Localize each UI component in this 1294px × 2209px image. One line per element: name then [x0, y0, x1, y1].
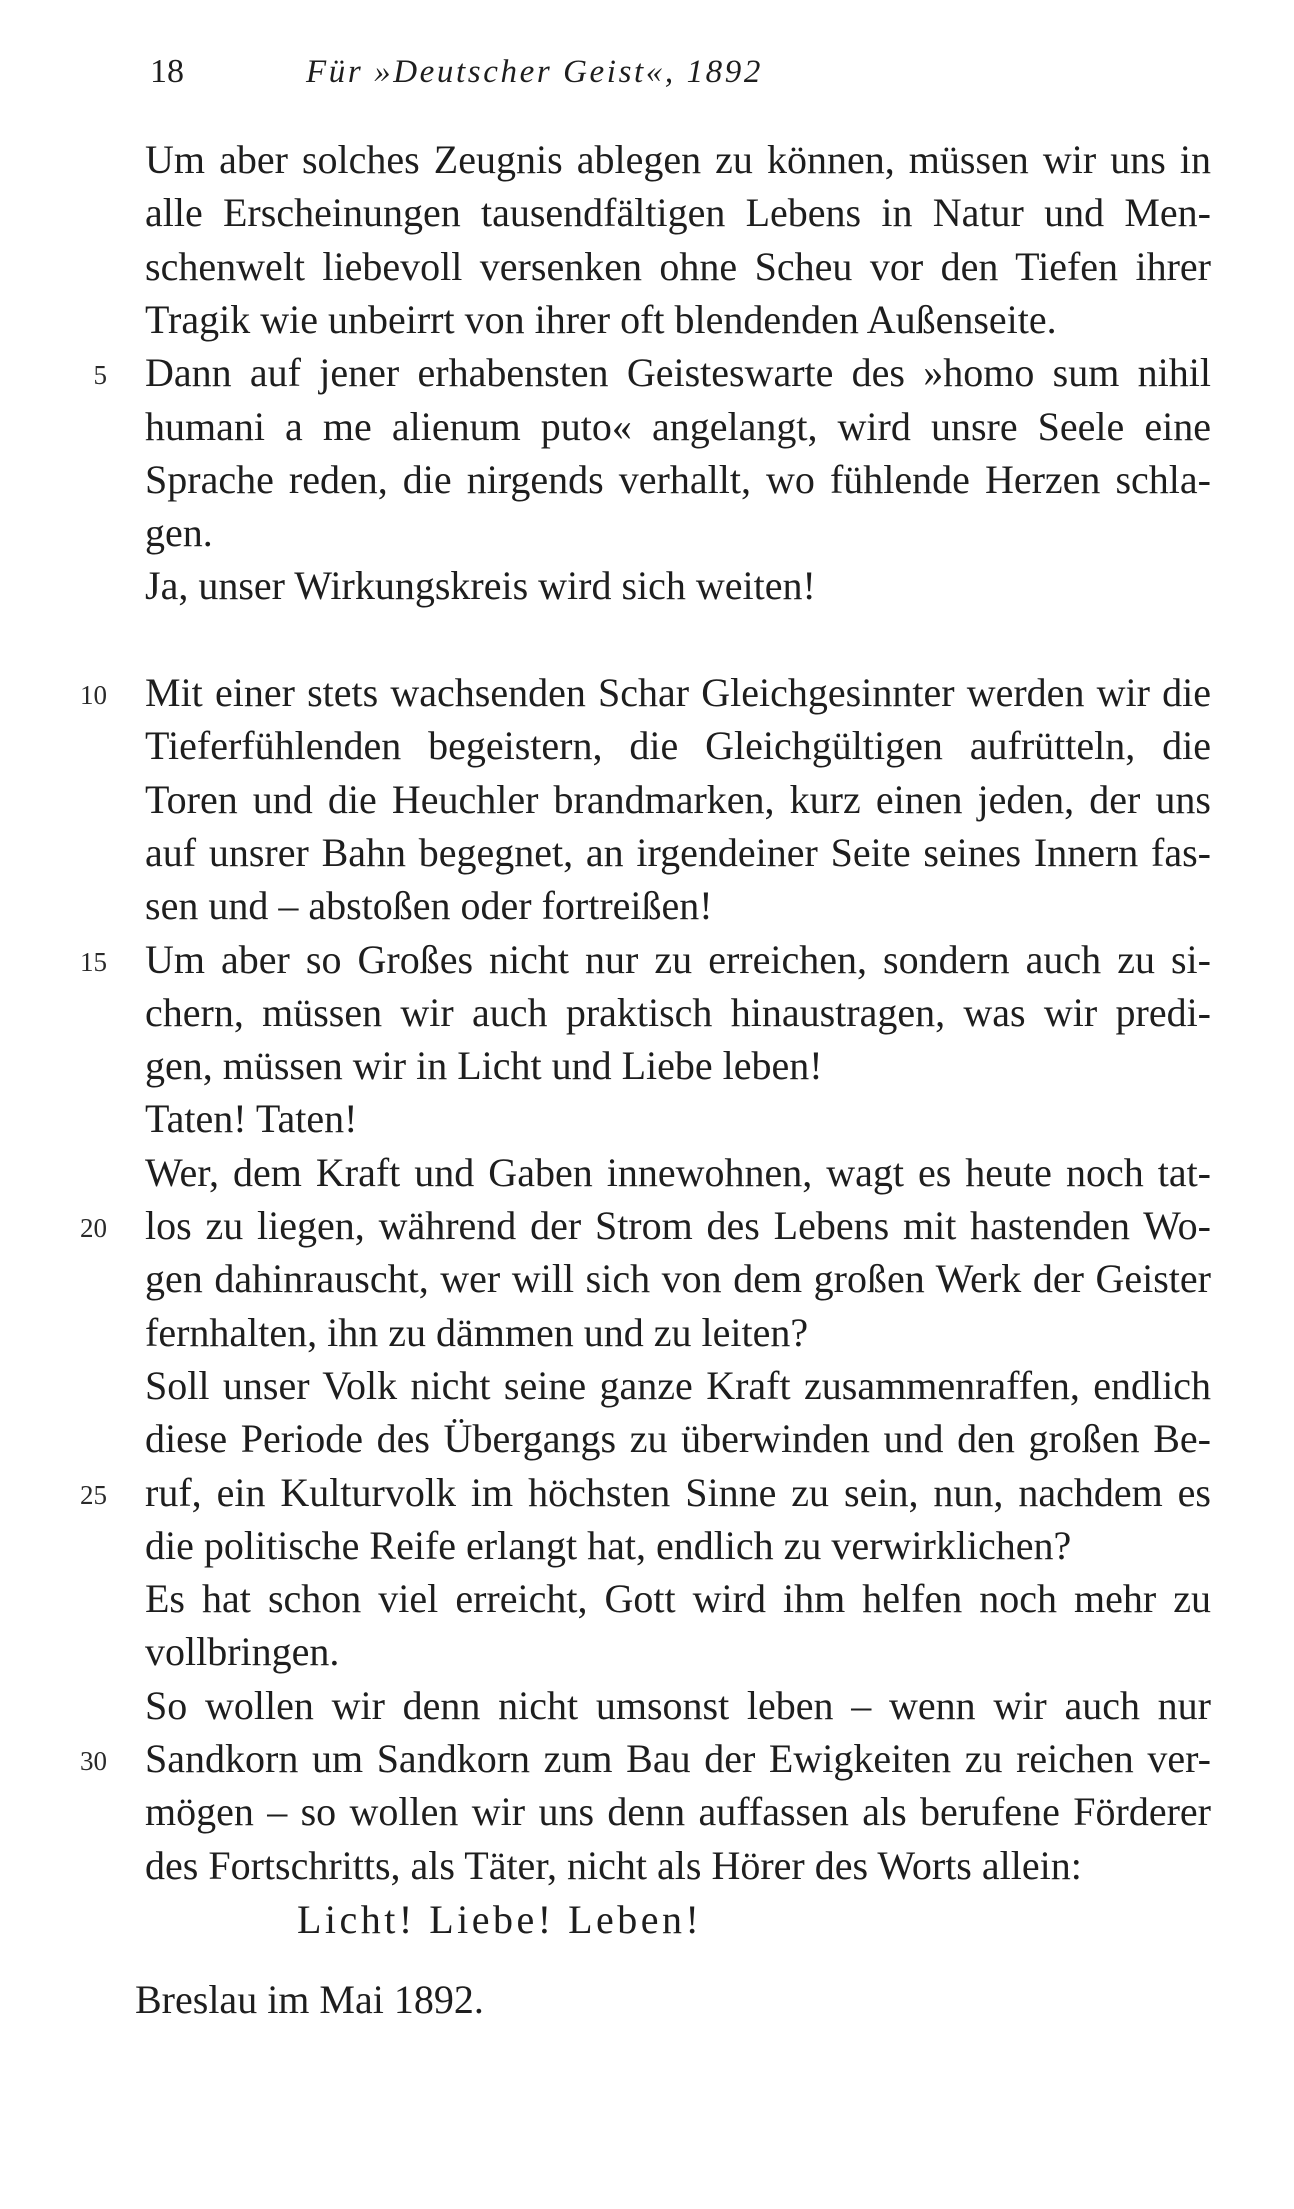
- text-line: [145, 1146, 1211, 1199]
- text-line-content: Sprache reden, die nirgends verhallt, wo fühlende Herzen schla-: [145, 457, 1211, 502]
- text-line-content: So wollen wir denn nicht umsonst leben – wenn wir auch nur: [145, 1683, 1211, 1728]
- text-line-content: diese Periode des Übergangs zu überwinden und den großen Be-: [145, 1416, 1211, 1461]
- running-title: Für »Deutscher Geist«, 1892: [306, 54, 763, 90]
- text-line-content: schenwelt liebevoll versenken ohne Scheu vor den Tiefen ihrer: [145, 244, 1211, 289]
- text-line-content: gen dahinrauscht, wer will sich von dem großen Werk der Geister: [145, 1256, 1211, 1301]
- text-line: [145, 133, 1211, 186]
- text-line: [145, 666, 1211, 719]
- text-line: [145, 186, 1211, 239]
- line-number: 30: [80, 1746, 107, 1776]
- page-number: 18: [150, 53, 184, 90]
- text-line-content: sen und – abstoßen oder fortreißen!: [145, 883, 713, 928]
- text-line: [145, 293, 1211, 346]
- text-line-content: die politische Reife erlangt hat, endlich zu verwirklichen?: [145, 1523, 1072, 1568]
- text-line: [145, 346, 1211, 399]
- text-line: [145, 1732, 1211, 1785]
- text-line: [145, 1466, 1211, 1519]
- text-line: [145, 1359, 1211, 1412]
- text-line-content: ruf, ein Kulturvolk im höchsten Sinne zu sein, nun, nachdem es: [145, 1470, 1211, 1515]
- text-line: [145, 506, 1211, 559]
- text-line: [145, 1039, 1211, 1092]
- text-line-content: mögen – so wollen wir uns denn auffassen als berufene Förderer: [145, 1789, 1211, 1834]
- text-line-content: Es hat schon viel erreicht, Gott wird ihm helfen noch mehr zu: [145, 1576, 1211, 1621]
- text-line-content: Um aber so Großes nicht nur zu erreichen, sondern auch zu si-: [145, 937, 1211, 982]
- text-line: [145, 933, 1211, 986]
- text-line: [145, 400, 1211, 453]
- text-line: [145, 453, 1211, 506]
- text-line: [145, 1306, 1211, 1359]
- text-line-content: Tragik wie unbeirrt von ihrer oft blendenden Außenseite.: [145, 297, 1057, 342]
- line-number: 15: [80, 947, 107, 977]
- line-number: 25: [80, 1480, 107, 1510]
- blank-line: [145, 613, 1211, 666]
- text-line-content: des Fortschritts, als Täter, nicht als Hörer des Worts allein:: [145, 1843, 1082, 1888]
- text-line-content: Wer, dem Kraft und Gaben innewohnen, wagt es heute noch tat-: [145, 1150, 1211, 1195]
- line-number: 20: [80, 1213, 107, 1243]
- text-line: [145, 559, 1211, 612]
- text-line: [145, 1785, 1211, 1838]
- text-line-content: Toren und die Heuchler brandmarken, kurz einen jeden, der uns: [145, 777, 1211, 822]
- text-line: [145, 240, 1211, 293]
- text-line-content: gen.: [145, 510, 213, 555]
- text-line: [145, 826, 1211, 879]
- text-line-content: fernhalten, ihn zu dämmen und zu leiten?: [145, 1310, 809, 1355]
- text-line-content: vollbringen.: [145, 1629, 340, 1674]
- text-line: [145, 1519, 1211, 1572]
- text-line-content: humani a me alienum puto« angelangt, wird unsre Seele eine: [145, 404, 1211, 449]
- text-line-content: Taten! Taten!: [145, 1096, 358, 1141]
- text-line-content: Mit einer stets wachsenden Schar Gleichgesinnter werden wir die: [145, 670, 1211, 715]
- closing-motto: Licht! Liebe! Leben!: [297, 1897, 703, 1942]
- text-line-content: gen, müssen wir in Licht und Liebe leben!: [145, 1043, 823, 1088]
- text-line: [145, 1839, 1211, 1892]
- text-line: [145, 1092, 1211, 1145]
- text-line-content: auf unsrer Bahn begegnet, an irgendeiner Seite seines Innern fas-: [145, 830, 1211, 875]
- text-line: [145, 1625, 1211, 1678]
- text-line-content: alle Erscheinungen tausendfältigen Lebens in Natur und Men-: [145, 190, 1211, 235]
- text-line: [145, 773, 1211, 826]
- text-line-content: Tieferfühlenden begeistern, die Gleichgültigen aufrütteln, die: [145, 723, 1211, 768]
- place-date-signature: Breslau im Mai 1892.: [135, 1977, 484, 2022]
- text-line-content: Soll unser Volk nicht seine ganze Kraft zusammenraffen, endlich: [145, 1363, 1211, 1408]
- text-line-content: Sandkorn um Sandkorn zum Bau der Ewigkeiten zu reichen ver-: [145, 1736, 1211, 1781]
- text-line: [145, 986, 1211, 1039]
- text-line-content: los zu liegen, während der Strom des Lebens mit hastenden Wo-: [145, 1203, 1211, 1248]
- text-line: [145, 879, 1211, 932]
- text-line-content: chern, müssen wir auch praktisch hinaustragen, was wir predi-: [145, 990, 1211, 1035]
- text-line-content: Ja, unser Wirkungskreis wird sich weiten!: [145, 563, 816, 608]
- text-line-content: Dann auf jener erhabensten Geisteswarte des »homo sum nihil: [145, 350, 1211, 395]
- line-number: 10: [80, 680, 107, 710]
- text-line-content: Um aber solches Zeugnis ablegen zu können, müssen wir uns in: [145, 137, 1211, 182]
- line-number: 5: [93, 360, 107, 390]
- text-line: [145, 1412, 1211, 1465]
- text-line: [145, 719, 1211, 772]
- text-line: [145, 1252, 1211, 1305]
- text-line: [145, 1572, 1211, 1625]
- text-line: [145, 1199, 1211, 1252]
- text-line: [145, 1679, 1211, 1732]
